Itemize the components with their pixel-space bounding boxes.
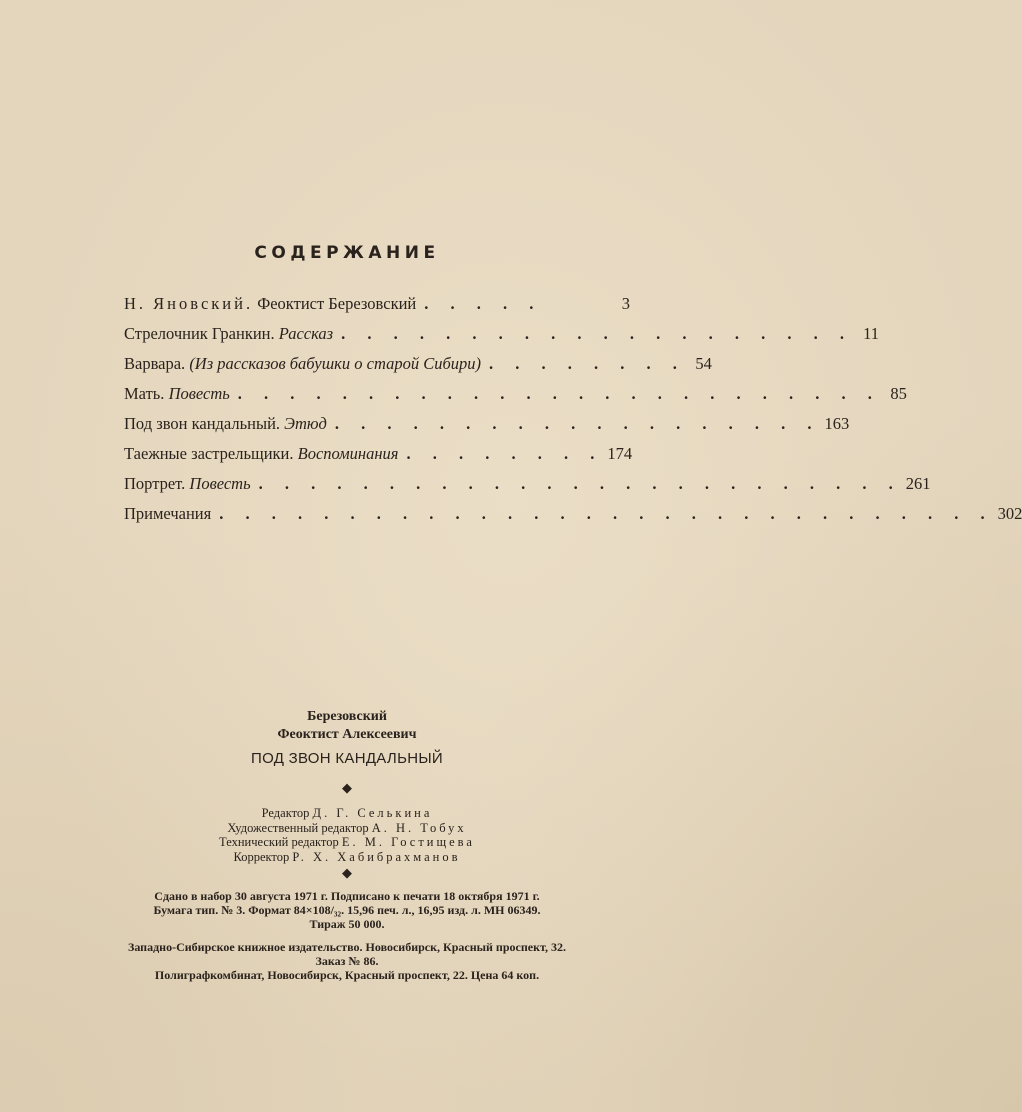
publisher-line: Западно-Сибирское книжное издательство. Новосибирск, Красный проспект, 32. bbox=[128, 940, 566, 954]
toc-page-number: 302 bbox=[997, 504, 1022, 523]
toc-entry-name: Таежные застрельщики. bbox=[124, 444, 294, 463]
toc-entry bbox=[124, 294, 630, 324]
author-name: Феоктист Алексеевич bbox=[277, 727, 417, 742]
staff-person: Е. М. Гостищева bbox=[341, 835, 475, 849]
toc-entry-genre: Рассказ bbox=[278, 324, 334, 343]
staff-line bbox=[0, 850, 694, 865]
print-line: Тираж 50 000. bbox=[309, 917, 385, 931]
toc-page-number: 3 bbox=[621, 294, 630, 313]
publisher-details bbox=[0, 940, 694, 982]
staff-person: Р. Х. Хабибрахманов bbox=[292, 849, 461, 864]
leader-dots: . . . . . bbox=[424, 294, 543, 313]
book-title: ПОД ЗВОН КАНДАЛЬНЫЙ bbox=[250, 750, 444, 767]
staff-role: Редактор bbox=[261, 806, 310, 820]
toc-list bbox=[124, 294, 1022, 534]
toc-entry-genre: Повесть bbox=[168, 384, 230, 403]
leader-dots: . . . . . . . . . . . . . . . . . . . bbox=[334, 414, 821, 433]
diamond-ornament: ◆ bbox=[342, 781, 352, 796]
toc-entry-name: Н. Яновский. bbox=[124, 294, 254, 313]
staff-role: Художественный редактор bbox=[227, 820, 369, 835]
staff-person: Д. Г. Селькина bbox=[312, 806, 433, 820]
diamond-ornament: ◆ bbox=[342, 866, 352, 881]
toc-entry-name: Примечания bbox=[124, 504, 212, 523]
toc-entry bbox=[124, 354, 712, 384]
toc-entry bbox=[124, 384, 907, 414]
staff-credits bbox=[0, 806, 694, 864]
staff-line bbox=[0, 835, 694, 850]
toc-entry-genre: Воспоминания bbox=[297, 444, 399, 463]
print-details bbox=[0, 889, 694, 931]
staff-role: Технический редактор bbox=[219, 835, 339, 849]
toc-entry-genre: Этюд bbox=[284, 414, 327, 433]
leader-dots: . . . . . . . . . . . . . . . . . . . . bbox=[341, 324, 853, 343]
staff-line bbox=[0, 806, 694, 821]
toc-entry bbox=[124, 504, 1022, 534]
toc-entry-title: Феоктист Березовский bbox=[257, 294, 417, 313]
staff-person: А. Н. Тобух bbox=[371, 820, 467, 835]
toc-entry bbox=[124, 474, 931, 504]
staff-line bbox=[0, 821, 694, 836]
leader-dots: . . . . . . . . . . . . . . . . . . . . . . . . . bbox=[237, 384, 881, 403]
toc-page-number: 54 bbox=[695, 354, 712, 373]
toc-entry-genre: (Из рассказов бабушки о старой Сибири) bbox=[189, 354, 481, 373]
toc-entry-name: Портрет. bbox=[124, 474, 186, 493]
toc-entry bbox=[124, 444, 633, 474]
toc-entry bbox=[124, 324, 879, 354]
author-block bbox=[0, 708, 694, 744]
toc-entry-name: Мать. bbox=[124, 384, 165, 403]
publisher-line: Полиграфкомбинат, Новосибирск, Красный проспект, 22. Цена 64 коп. bbox=[154, 968, 540, 982]
toc-entry-name: Под звон кандальный. bbox=[124, 414, 281, 433]
toc-entry-name: Варвара. bbox=[124, 354, 186, 373]
leader-dots: . . . . . . . . bbox=[406, 444, 604, 463]
toc-heading: СОДЕРЖАНИЕ bbox=[254, 243, 440, 263]
toc-entry bbox=[124, 414, 850, 444]
toc-page-number: 261 bbox=[905, 474, 931, 493]
toc-page-number: 163 bbox=[824, 414, 850, 433]
leader-dots: . . . . . . . . bbox=[489, 354, 686, 373]
leader-dots: . . . . . . . . . . . . . . . . . . . . . . . . . . . . . . bbox=[219, 504, 994, 523]
staff-role: Корректор bbox=[233, 849, 290, 864]
toc-page-number: 174 bbox=[607, 444, 633, 463]
leader-dots: . . . . . . . . . . . . . . . . . . . . . . . . . bbox=[258, 474, 902, 493]
toc-page-number: 11 bbox=[863, 324, 879, 343]
publisher-line: Заказ № 86. bbox=[315, 954, 379, 968]
author-surname: Березовский bbox=[307, 709, 387, 724]
toc-entry-genre: Повесть bbox=[189, 474, 251, 493]
toc-page-number: 85 bbox=[890, 384, 907, 403]
print-line: Сдано в набор 30 августа 1971 г. Подписано к печати 18 октября 1971 г. bbox=[154, 889, 540, 903]
toc-entry-name: Стрелочник Гранкин. bbox=[124, 324, 275, 343]
print-line: Бумага тип. № 3. Формат 84×108/₃₂. 15,96 печ. л., 16,95 изд. л. МН 06349. bbox=[153, 903, 541, 917]
